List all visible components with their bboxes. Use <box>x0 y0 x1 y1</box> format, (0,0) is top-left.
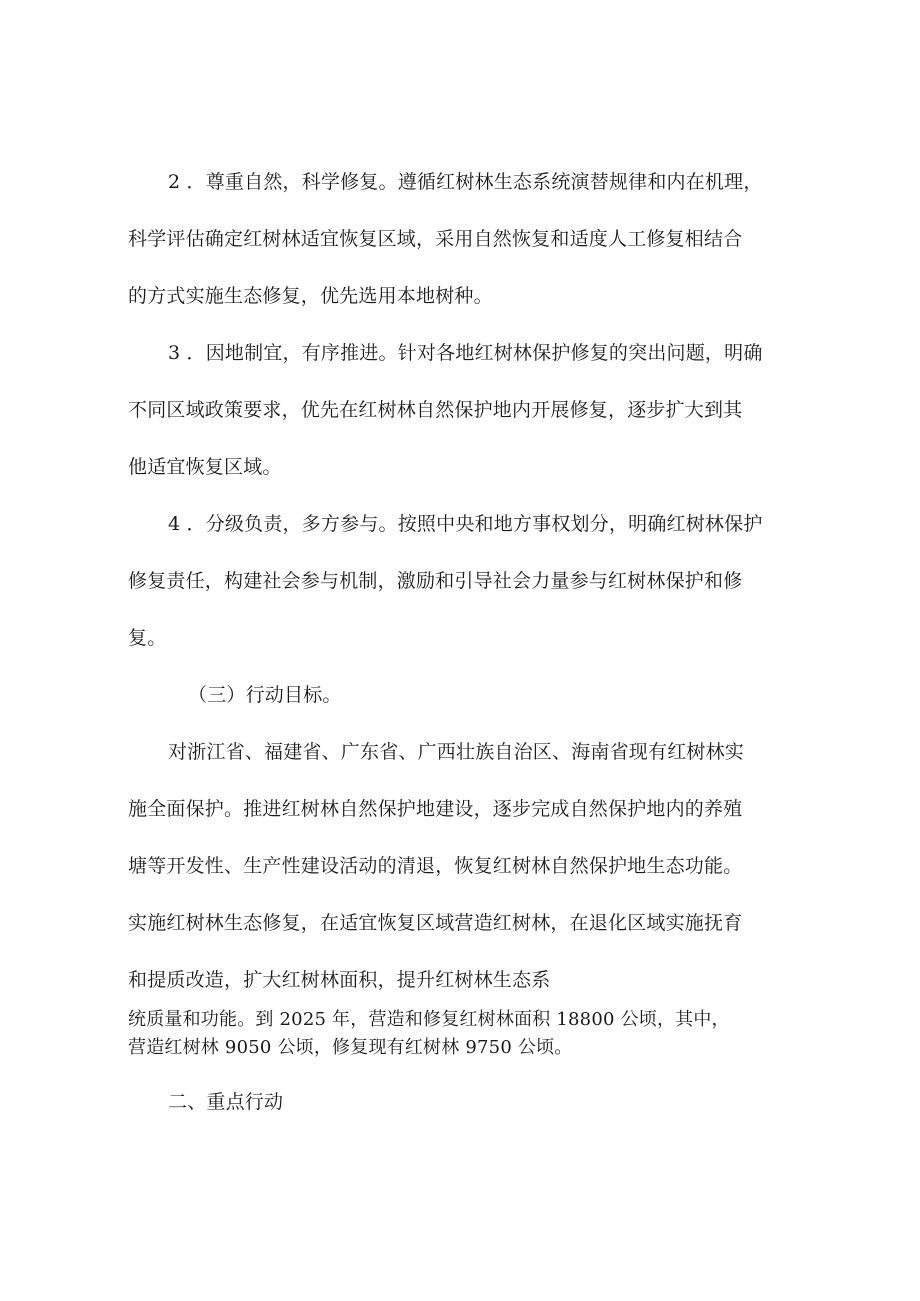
principle-4-line-2: 修复责任，构建社会参与机制，激励和引导社会力量参与红树林保护和修 <box>128 570 743 592</box>
principle-3-line-3: 他适宜恢复区域。 <box>128 456 282 478</box>
section-heading-goals: （三）行动目标。 <box>188 684 342 706</box>
principle-4-line-3: 复。 <box>128 627 167 649</box>
goals-line-4: 实施红树林生态修复，在适宜恢复区域营造红树林，在退化区域实施抚育 <box>128 912 743 934</box>
principle-2-line-3: 的方式实施生态修复，优先选用本地树种。 <box>128 285 493 307</box>
principle-2-line-2: 科学评估确定红树林适宜恢复区域，采用自然恢复和适度人工修复相结合 <box>128 228 743 250</box>
goals-line-1: 对浙江省、福建省、广东省、广西壮族自治区、海南省现有红树林实 <box>168 741 745 763</box>
section-heading-key-actions: 二、重点行动 <box>168 1091 284 1113</box>
principle-3-line-1: 3 ．因地制宜，有序推进。针对各地红树林保护修复的突出问题，明确 <box>168 342 763 364</box>
goals-line-5: 和提质改造，扩大红树林面积，提升红树林生态系 <box>128 969 551 991</box>
principle-3-line-2: 不同区域政策要求，优先在红树林自然保护地内开展修复，逐步扩大到其 <box>128 399 743 421</box>
principle-4-line-1: 4 ．分级负责，多方参与。按照中央和地方事权划分，明确红树林保护 <box>168 513 763 535</box>
goals-line-6: 统质量和功能。到 2025 年，营造和修复红树林面积 18800 公顷，其中， <box>128 1009 730 1030</box>
principle-2-line-1: 2 ．尊重自然，科学修复。遵循红树林生态系统演替规律和内在机理， <box>168 171 763 193</box>
goals-line-2: 施全面保护。推进红树林自然保护地建设，逐步完成自然保护地内的养殖 <box>128 798 743 820</box>
goals-line-7: 营造红树林 9050 公顷，修复现有红树林 9750 公顷。 <box>128 1037 573 1058</box>
goals-line-3: 塘等开发性、生产性建设活动的清退，恢复红树林自然保护地生态功能。 <box>128 855 743 877</box>
